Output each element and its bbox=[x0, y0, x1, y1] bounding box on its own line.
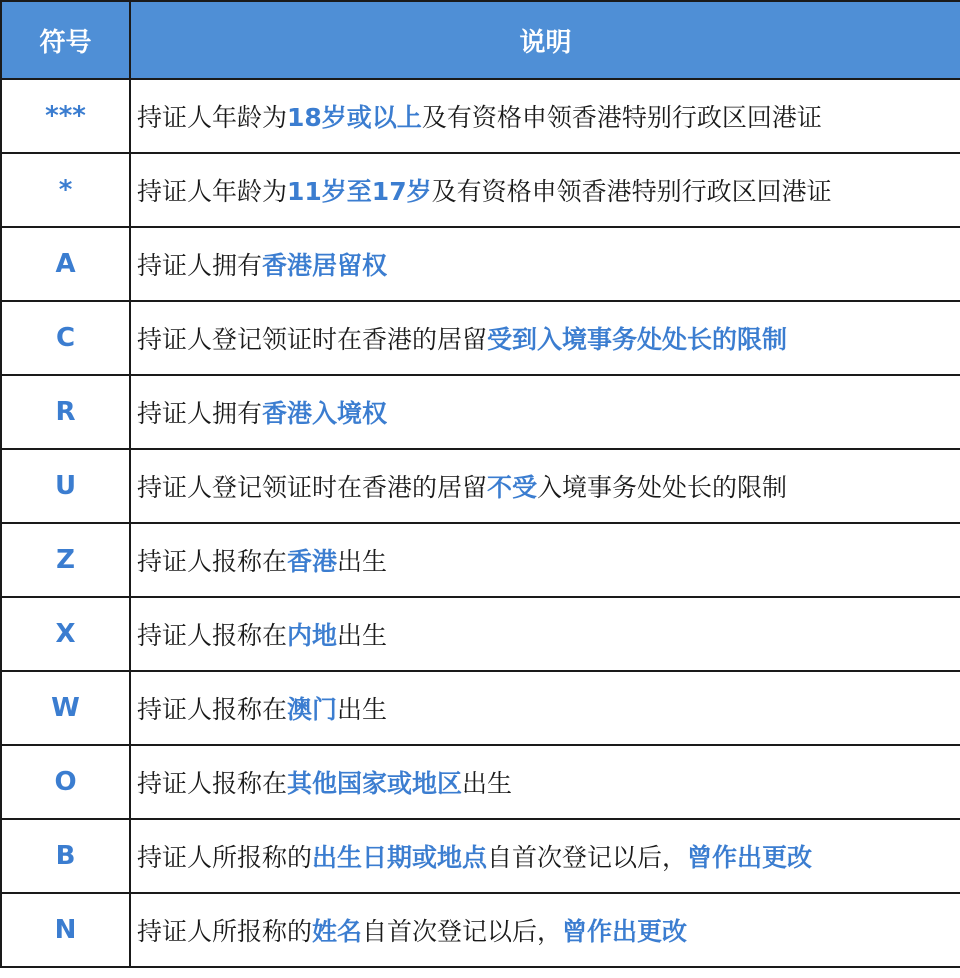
description-text: 出生 bbox=[337, 547, 388, 576]
highlighted-text: 曾作出更改 bbox=[687, 843, 813, 872]
description-cell bbox=[130, 671, 960, 745]
description-text: 持证人报称在 bbox=[137, 769, 288, 798]
table-row bbox=[1, 745, 960, 819]
description-text: 持证人报称在 bbox=[137, 695, 288, 724]
table-row bbox=[1, 79, 960, 153]
symbol-cell: N bbox=[1, 893, 130, 967]
highlighted-text: 澳门 bbox=[287, 695, 338, 724]
description-text: 出生 bbox=[337, 695, 388, 724]
table-row bbox=[1, 375, 960, 449]
table-row bbox=[1, 597, 960, 671]
description-text: 自首次登记以后， bbox=[362, 917, 563, 946]
description-cell bbox=[130, 893, 960, 967]
description-text: 持证人拥有 bbox=[137, 251, 263, 280]
table-row bbox=[1, 819, 960, 893]
description-cell bbox=[130, 79, 960, 153]
description-cell bbox=[130, 449, 960, 523]
description-cell bbox=[130, 227, 960, 301]
symbol-cell: R bbox=[1, 375, 130, 449]
description-text: 持证人报称在 bbox=[137, 547, 288, 576]
header-symbol: 符号 bbox=[1, 1, 130, 79]
description-cell bbox=[130, 523, 960, 597]
table-row bbox=[1, 449, 960, 523]
table-row bbox=[1, 301, 960, 375]
highlighted-text: 香港居留权 bbox=[262, 251, 388, 280]
description-text: 持证人所报称的 bbox=[137, 917, 313, 946]
highlighted-text: 不受 bbox=[487, 473, 538, 502]
description-text: 持证人拥有 bbox=[137, 399, 263, 428]
symbol-cell: *** bbox=[1, 79, 130, 153]
symbol-cell: Z bbox=[1, 523, 130, 597]
symbol-cell: * bbox=[1, 153, 130, 227]
symbol-cell: W bbox=[1, 671, 130, 745]
highlighted-text: 其他国家或地区 bbox=[287, 769, 463, 798]
symbol-cell: C bbox=[1, 301, 130, 375]
header-description: 说明 bbox=[130, 1, 960, 79]
highlighted-text: 曾作出更改 bbox=[562, 917, 688, 946]
description-text: 持证人年龄为 bbox=[137, 177, 288, 206]
highlighted-text: 香港入境权 bbox=[262, 399, 388, 428]
highlighted-text: 18岁或以上 bbox=[287, 103, 422, 132]
description-cell bbox=[130, 819, 960, 893]
table-row bbox=[1, 893, 960, 967]
symbol-cell: A bbox=[1, 227, 130, 301]
symbol-cell: O bbox=[1, 745, 130, 819]
symbol-cell: B bbox=[1, 819, 130, 893]
symbol-cell: U bbox=[1, 449, 130, 523]
highlighted-text: 受到入境事务处处长的限制 bbox=[487, 325, 788, 354]
description-cell bbox=[130, 597, 960, 671]
table-row bbox=[1, 523, 960, 597]
symbol-cell: X bbox=[1, 597, 130, 671]
header-row bbox=[1, 1, 960, 79]
description-cell bbox=[130, 153, 960, 227]
description-text: 持证人登记领证时在香港的居留 bbox=[137, 325, 488, 354]
description-text: 出生 bbox=[462, 769, 513, 798]
highlighted-text: 香港 bbox=[287, 547, 338, 576]
description-cell bbox=[130, 301, 960, 375]
description-text: 自首次登记以后， bbox=[487, 843, 688, 872]
description-text: 持证人年龄为 bbox=[137, 103, 288, 132]
table-row bbox=[1, 671, 960, 745]
description-text: 及有资格申领香港特别行政区回港证 bbox=[421, 103, 822, 132]
description-text: 及有资格申领香港特别行政区回港证 bbox=[431, 177, 832, 206]
description-text: 持证人登记领证时在香港的居留 bbox=[137, 473, 488, 502]
description-text: 入境事务处处长的限制 bbox=[537, 473, 788, 502]
table-body bbox=[1, 79, 960, 967]
description-text: 持证人报称在 bbox=[137, 621, 288, 650]
highlighted-text: 11岁至17岁 bbox=[287, 177, 432, 206]
table-row bbox=[1, 153, 960, 227]
description-text: 出生 bbox=[337, 621, 388, 650]
table-row bbox=[1, 227, 960, 301]
highlighted-text: 出生日期或地点 bbox=[312, 843, 488, 872]
description-cell bbox=[130, 745, 960, 819]
description-text: 持证人所报称的 bbox=[137, 843, 313, 872]
description-cell bbox=[130, 375, 960, 449]
highlighted-text: 内地 bbox=[287, 621, 338, 650]
highlighted-text: 姓名 bbox=[312, 917, 363, 946]
